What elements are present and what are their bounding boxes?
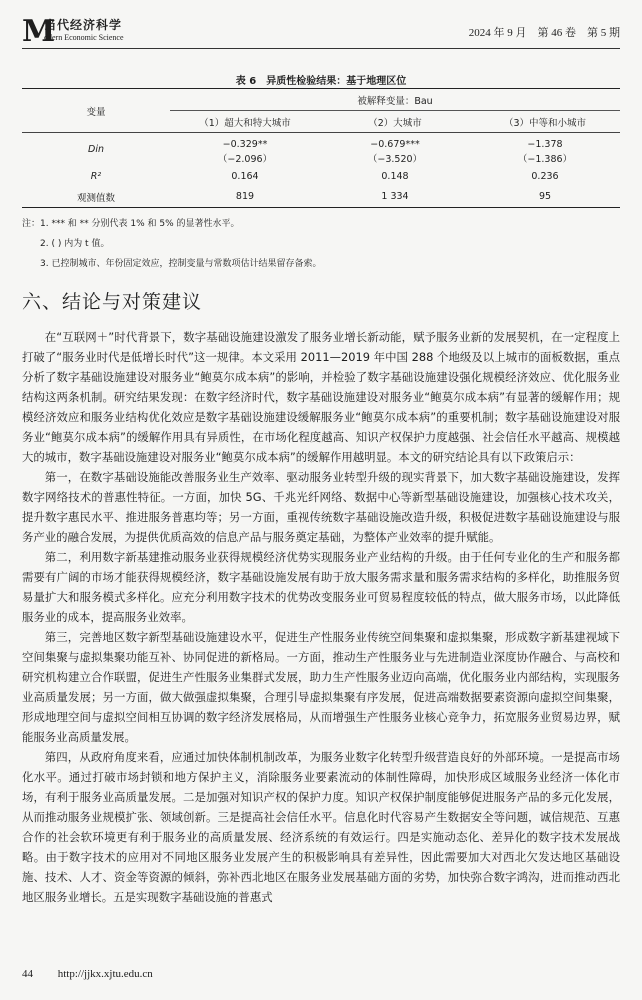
paragraph: 第三，完善地区数字新型基础设施建设水平，促进生产性服务业传统空间集聚和虚拟集聚，形成数字新基建视域下空间集聚与虚拟集聚功能互补、协同促进的新格局。一方面，推动生产性服务业与先进制造业深度协作融合、与高校和研究机构建立合作联盟，促进生产性服务业集群式发展，助力生产性服务业迈向高端，优化服务业内部结构，实现服务业高质量发展；另一方面，做大做强虚拟集聚，合理引导虚拟集聚有序发展，促进高端数据要素资源向虚拟空间集聚，形成地理空间与虚拟空间相互协调的数字经济发展格局，从而增强生产性服务业核心竞争力，拓宽服务业贸易边界，赋能服务业高质量发展。 bbox=[22, 630, 620, 744]
t-value: （−1.386） bbox=[517, 153, 573, 165]
body-text bbox=[22, 327, 620, 907]
paragraph: 第一，在数字基础设施能改善服务业生产效率、驱动服务业转型升级的现实背景下，加大数字基础设施建设，发挥数字网络技术的普惠性特征。一方面，加快 5G、千兆光纤网络、数据中心等新型基础设施建设，加强核心技术攻关，提升数字惠民水平、推进服务普惠均等；另一方面，重视传统数字基础设施改造升级，积极促进数字基础设施建设与服务产业的融合发展，为提供优质高效的信息产品与服务奠定基础，为整体产业效率的提升赋能。 bbox=[22, 470, 620, 544]
table-note: 注：1. *** 和 ** 分别代表 1% 和 5% 的显著性水平。 bbox=[22, 219, 240, 229]
coefficient: −0.329** bbox=[222, 139, 268, 150]
coefficient: −1.378 bbox=[527, 139, 563, 150]
issue-info: 2024 年 9 月 第 46 卷 第 5 期 bbox=[468, 27, 620, 39]
column-header: （1）超大和特大城市 bbox=[170, 111, 320, 133]
table-cell: 0.148 bbox=[381, 170, 409, 182]
results-table bbox=[22, 88, 620, 208]
journal-url: http://jjkx.xjtu.edu.cn bbox=[57, 968, 153, 980]
logo-letter: M bbox=[22, 14, 56, 49]
table-note: 3. 已控制城市、年份固定效应，控制变量与常数项估计结果留存备索。 bbox=[40, 259, 322, 269]
page-footer bbox=[22, 968, 153, 980]
running-header bbox=[22, 14, 620, 49]
table-cell: 0.164 bbox=[231, 170, 259, 182]
table-cell: 819 bbox=[170, 187, 320, 207]
section-title: 六、结论与对策建议 bbox=[22, 291, 203, 313]
paragraph: 第四，从政府角度来看，应通过加快体制机制改革，为服务业数字化转型升级营造良好的外部环境。一是提高市场化水平。通过打破市场封锁和地方保护主义，消除服务业要素流动的体制性障碍，加快形成区域服务业经济一体化市场，有利于服务业高质量发展。二是加强对知识产权的保护力度。知识产权保护制度能够促进服务产品的多元化发展，从而推动服务业规模扩张、领域创新。三是提高社会信任水平。信息化时代容易产生数据安全等问题，诚信规范、互惠合作的社会软环境更有利于服务业的高质量发展、经济系统的有效运行。四是实施动态化、差异化的数字技术发展战略。由于数字技术的应用对不同地区服务业发展产生的积极影响具有差异性，因此需要加大对西北欠发达地区基础设施、技术、人才、资金等资源的倾斜，弥补西北地区在服务业发展基础方面的劣势，加快弥合数字鸿沟，进而推动西北地区服务业增长。五是实现数字基础设施的普惠式 bbox=[22, 750, 620, 904]
coefficient: −0.679*** bbox=[370, 139, 420, 150]
journal-name-en: odern Economic Science bbox=[44, 33, 124, 42]
dep-var-header: 被解释变量：Bau bbox=[170, 89, 620, 111]
paragraph: 在“互联网＋”时代背景下，数字基础设施建设激发了服务业增长新动能，赋予服务业新的发展契机，在一定程度上打破了“服务业时代是低增长时代”这一规律。本文采用 2011—2019 年中国 288 个地级及以上城市的面板数据，重点分析了数字基础设施建设对服务业“鲍莫尔成本病”的影响，并检验了数字基础设施建设强化规模经济效应、优化服务业结构这两条机制。研究结果发现：在数字经济时代，数字基础设施建设对服务业“鲍莫尔成本病”有显著的缓解作用；规模经济效应和服务业结构优化效应是数字基础设施建设缓解服务业“鲍莫尔成本病”的重要机制；数字基础设施建设对服务业“鲍莫尔成本病”的缓解作用具有异质性，在市场化程度越高、知识产权保护力度越强、社会信任水平越高、规模越大的城市，数字基础设施建设对服务业“鲍莫尔成本病”的缓解作用越明显。本文的研究结论具有以下政策启示： bbox=[22, 330, 620, 464]
table-title: 表 6 异质性检验结果：基于地理区位 bbox=[235, 76, 407, 87]
table-cell: 0.236 bbox=[531, 170, 559, 182]
page-number: 44 bbox=[22, 968, 33, 980]
table-cell: 1 334 bbox=[320, 187, 470, 207]
journal-name-cn: 当代经济科学 bbox=[44, 18, 123, 32]
table-note: 2. ( ) 内为 t 值。 bbox=[40, 239, 110, 249]
t-value: （−2.096） bbox=[217, 153, 273, 165]
row-label: 观测值数 bbox=[22, 187, 170, 207]
paragraph: 第二，利用数字新基建推动服务业获得规模经济优势实现服务业产业结构的升级。由于任何专业化的生产和服务都需要有广阔的市场才能获得规模经济，数字基础设施发展有助于放大服务需求量和服务需求结构的多样化，助推服务贸易量扩大和服务模式多样化。应充分利用数字技术的优势改变服务业可贸易程度较低的特点，做大服务市场，以此降低服务业的成本，提高服务业效率。 bbox=[22, 550, 620, 624]
row-label: R² bbox=[90, 170, 102, 182]
t-value: （−3.520） bbox=[367, 153, 423, 165]
table-cell: 95 bbox=[470, 187, 620, 207]
row-label: Din bbox=[88, 143, 104, 155]
table-notes bbox=[22, 214, 620, 274]
column-header: （3）中等和小城市 bbox=[470, 111, 620, 133]
column-header: （2）大城市 bbox=[320, 111, 470, 133]
journal-logo bbox=[22, 14, 222, 49]
var-header: 变量 bbox=[22, 89, 170, 133]
